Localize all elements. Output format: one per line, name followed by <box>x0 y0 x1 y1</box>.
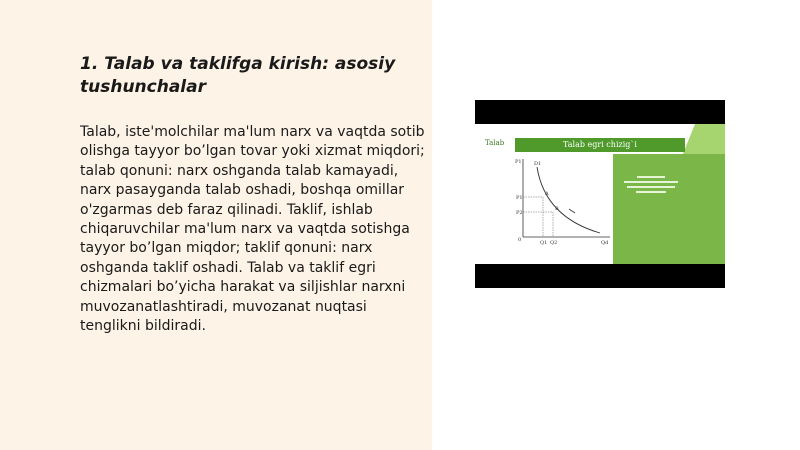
slide-label: Talab <box>485 139 505 147</box>
video-frame <box>475 124 725 264</box>
movement-arrow <box>569 209 575 213</box>
slide-title: Talab egri chizig`i <box>563 140 637 149</box>
curve-label: D1 <box>534 161 542 167</box>
section-heading: 1. Talab va taklifga kirish: asosiy tushunchalar <box>80 54 396 97</box>
tick-q1: Q1 <box>540 240 548 246</box>
slide-green-box <box>613 154 725 264</box>
demand-curve <box>537 167 600 233</box>
tick-q2: Q2 <box>550 240 558 246</box>
point-a-label: A <box>545 191 549 197</box>
slide-blurred-text <box>617 176 685 196</box>
section-body: Talab, iste'molchilar ma'lum narx va vaqtda sotib olishga tayyor bo’lgan tovar yoki xizmat miqdori; talab qonuni: narx oshganda talab kamayadi, narx pasayganda talab oshadi, boshqa omillar o'zgarmas deb faraz qilinadi. Taklif, ishlab chiqaruvchilar ma'lum narx va vaqtda sotishga tayyor bo’lgan miqdor; taklif qonuni: narx oshganda taklif oshadi. Talab va taklif egri chizmalari bo’yicha harakat va siljishlar narxni muvozanatlashtiradi, muvozanat nuqtasi tenglikni bildiradi. <box>80 124 425 335</box>
video-player[interactable] <box>475 100 725 288</box>
origin-label: 0 <box>518 237 522 243</box>
point-b-label: B <box>555 206 559 212</box>
demand-curve-graph <box>515 157 615 247</box>
x-axis-label: Qd <box>601 240 609 246</box>
tick-p2: P2 <box>516 210 523 216</box>
tick-p1: P1 <box>516 195 523 201</box>
y-axis-label: P1 <box>515 159 522 165</box>
